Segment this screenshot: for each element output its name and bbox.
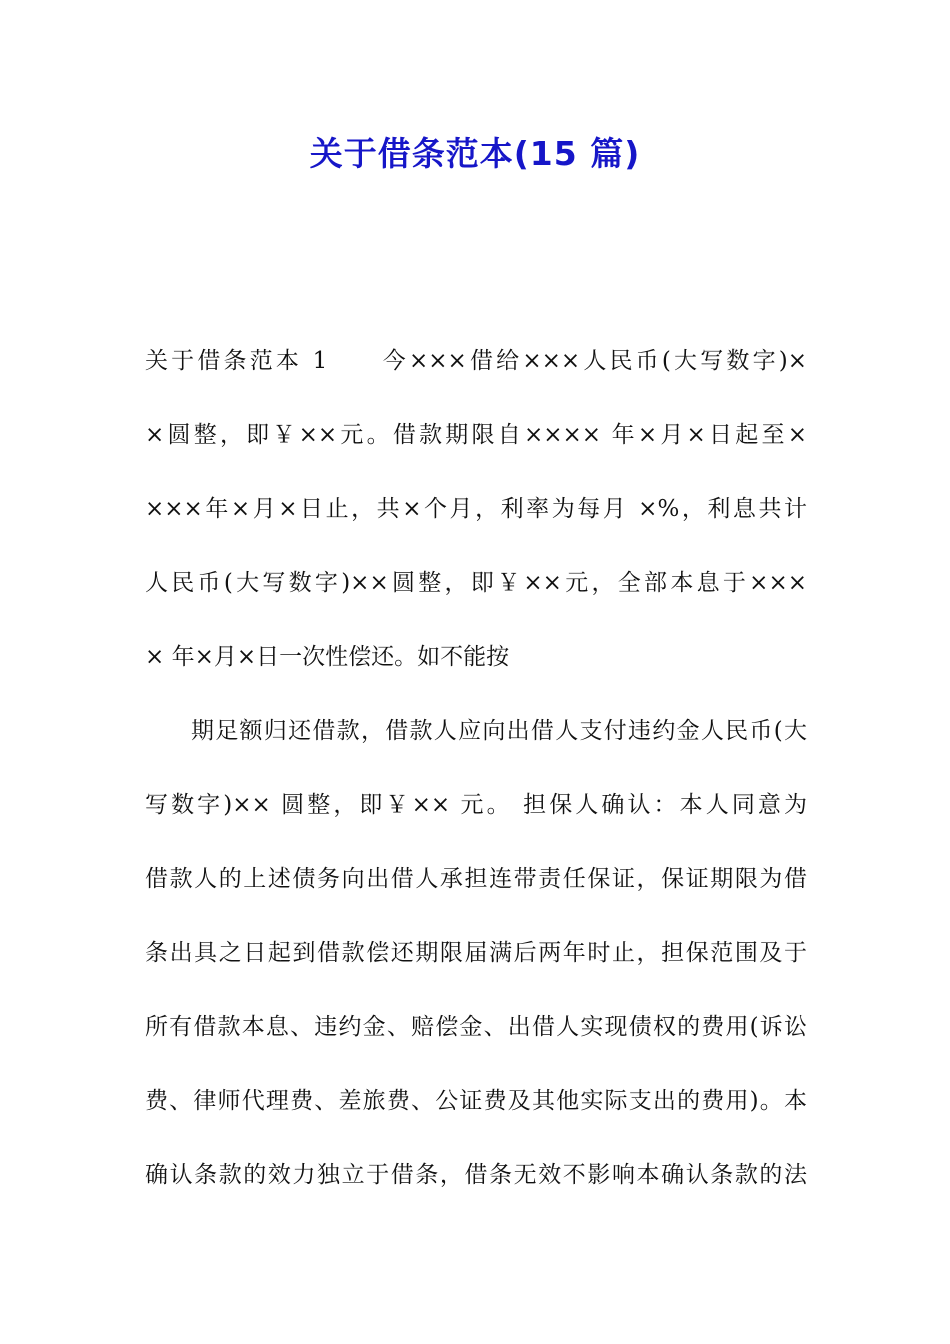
body-line: 关于借条范本 1 今×××借给×××人民币(大写数字)× — [145, 348, 807, 374]
body-line: 借款人的上述债务向出借人承担连带责任保证，保证期限为借 — [145, 866, 807, 892]
body-line: 费、律师代理费、差旅费、公证费及其他实际支出的费用)。本 — [145, 1088, 807, 1114]
body-line: 写数字)×× 圆整，即￥×× 元。 担保人确认：本人同意为 — [145, 792, 807, 818]
document-title: 关于借条范本(15 篇) — [309, 134, 641, 173]
body-line: 确认条款的效力独立于借条，借条无效不影响本确认条款的法 — [145, 1162, 807, 1188]
body-line: 条出具之日起到借款偿还期限届满后两年时止，担保范围及于 — [145, 940, 807, 966]
body-line: 期足额归还借款，借款人应向出借人支付违约金人民币(大 — [191, 718, 807, 744]
body-line: 所有借款本息、违约金、赔偿金、出借人实现债权的费用(诉讼 — [145, 1014, 807, 1040]
body-line: ×圆整，即￥××元。借款期限自×××× 年×月×日起至× — [145, 422, 807, 448]
body-line: ×××年×月×日止，共×个月，利率为每月 ×%，利息共计 — [145, 496, 807, 522]
document-body — [145, 331, 807, 1219]
body-line: 人民币(大写数字)××圆整，即￥××元，全部本息于××× — [145, 570, 807, 596]
body-line: × 年×月×日一次性偿还。如不能按 — [145, 644, 510, 670]
